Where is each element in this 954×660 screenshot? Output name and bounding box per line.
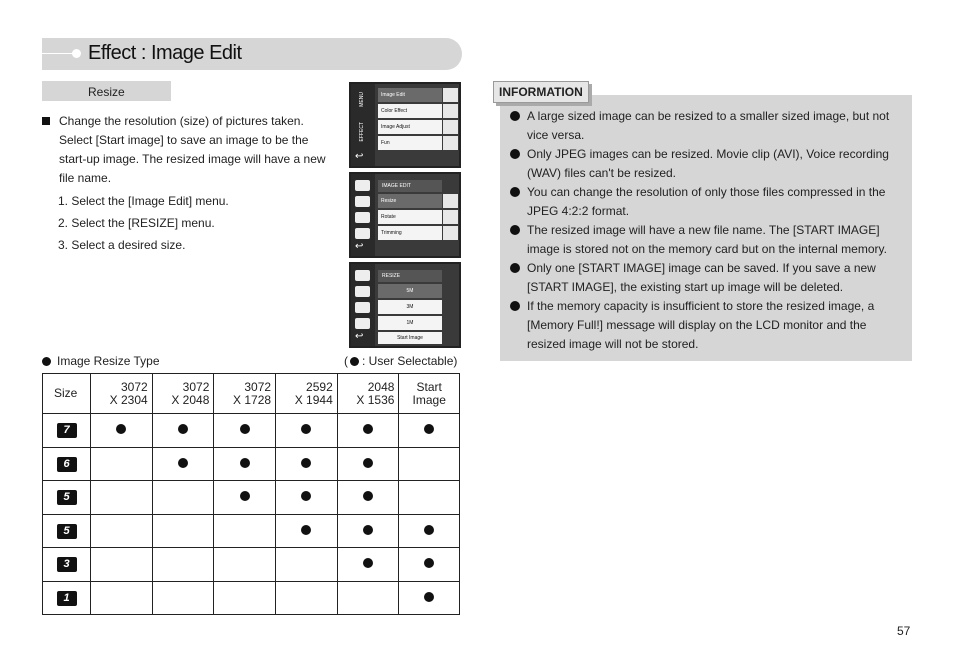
col-header-line2: X 1728: [233, 392, 272, 407]
rotate-icon: [443, 210, 458, 224]
selectable-dot-icon: [424, 592, 434, 602]
image-size-icon: 7: [57, 423, 77, 438]
trimming-icon: [443, 226, 458, 240]
selectable-dot-icon: [424, 424, 434, 434]
table-cell: [399, 447, 460, 481]
table-cell: [214, 481, 276, 515]
selectable-dot-icon: [240, 491, 250, 501]
table-cell: [152, 514, 214, 548]
image-edit-icon: [355, 180, 370, 191]
selectable-dot-icon: [363, 458, 373, 468]
bullet-icon: [350, 357, 359, 366]
lcd-menu-item: Fun: [378, 136, 442, 150]
header-dot: [72, 49, 81, 58]
lcd-side-bar: [351, 84, 375, 166]
table-cell: [276, 481, 338, 515]
table-row: [43, 481, 460, 515]
table-cell: [214, 414, 276, 448]
column-header: [337, 374, 399, 414]
table-cell: [91, 414, 153, 448]
legend-open: (: [344, 354, 348, 368]
table-cell: [337, 581, 399, 615]
col-header-line1: 3072: [244, 379, 272, 394]
table-cell: [152, 447, 214, 481]
lcd-header: RESIZE: [378, 270, 442, 282]
table-row: [43, 548, 460, 582]
table-cell: [276, 447, 338, 481]
col-header-line1: 2592: [306, 379, 333, 394]
lcd-menu-item: 3M: [378, 300, 442, 314]
selectable-dot-icon: [301, 424, 311, 434]
column-header: [276, 374, 338, 414]
page-number: 57: [897, 624, 911, 638]
fun-icon: [355, 228, 370, 239]
column-header: [399, 374, 460, 414]
lcd-menu-item: Trimming: [378, 226, 442, 240]
selectable-dot-icon: [240, 424, 250, 434]
table-cell: [337, 481, 399, 515]
table-cell: [399, 581, 460, 615]
size-icon-cell: [43, 414, 91, 448]
square-bullet-icon: [42, 117, 50, 125]
image-adjust-icon: [355, 302, 370, 313]
size-icon-cell: [43, 481, 91, 515]
col-header-line2: X 2048: [171, 392, 210, 407]
table-cell: [276, 581, 338, 615]
image-size-icon: 6: [57, 457, 77, 472]
col-header-line1: 3072: [182, 379, 210, 394]
resize-icon: [443, 194, 458, 208]
column-header: [214, 374, 276, 414]
table-cell: [337, 548, 399, 582]
col-header-line1: Start: [416, 379, 442, 394]
table-row: [43, 447, 460, 481]
lcd-menu-item: Image Edit: [378, 88, 442, 102]
table-cell: [91, 447, 153, 481]
column-header: [91, 374, 153, 414]
lcd-side-bar: [351, 174, 375, 256]
selectable-dot-icon: [178, 424, 188, 434]
col-header-line2: Image: [412, 392, 446, 407]
step-2: 2. Select the [RESIZE] menu.: [58, 216, 215, 230]
selectable-dot-icon: [301, 458, 311, 468]
image-size-icon: 5: [57, 490, 77, 505]
col-header-line2: X 1944: [294, 392, 333, 407]
table-cell: [399, 548, 460, 582]
table-cell: [91, 514, 153, 548]
table-cell: [337, 447, 399, 481]
info-item: A large sized image can be resized to a smaller sized image, but not vice versa.: [510, 107, 905, 145]
size-icon-cell: [43, 581, 91, 615]
info-item: If the memory capacity is insufficient to store the resized image, a [Memory Full!] message will display on the LCD monitor and the resized image will not be stored.: [510, 297, 905, 354]
table-cell: [399, 481, 460, 515]
size-icon-cell: [43, 447, 91, 481]
back-icon: ↩: [355, 331, 364, 342]
table-cell: [152, 414, 214, 448]
info-item: You can change the resolution of only those files compressed in the JPEG 4:2:2 format.: [510, 183, 905, 221]
info-item: Only JPEG images can be resized. Movie clip (AVI), Voice recording (WAV) files can't be resized.: [510, 145, 905, 183]
image-edit-icon: [443, 88, 458, 102]
image-size-icon: 1: [57, 591, 77, 606]
table-cell: [91, 581, 153, 615]
size-icon-cell: [43, 514, 91, 548]
table-legend: [344, 354, 457, 368]
info-item: Only one [START IMAGE] image can be saved. If you save a new [START IMAGE], the existing start up image will be deleted.: [510, 259, 905, 297]
section-label: Resize: [42, 81, 171, 101]
table-cell: [91, 548, 153, 582]
size-icon-cell: [43, 548, 91, 582]
selectable-dot-icon: [363, 424, 373, 434]
table-cell: [337, 514, 399, 548]
table-cell: [276, 514, 338, 548]
table-row: [43, 414, 460, 448]
table-label: [42, 354, 160, 368]
information-tag: INFORMATION: [493, 81, 589, 103]
image-adjust-icon: [355, 212, 370, 223]
selectable-dot-icon: [301, 525, 311, 535]
image-size-icon: 5: [57, 524, 77, 539]
info-item: The resized image will have a new file name. The [START IMAGE] image is stored not on the memory card but on the internal memory.: [510, 221, 905, 259]
lcd-menu-item: Rotate: [378, 210, 442, 224]
selectable-dot-icon: [424, 558, 434, 568]
intro-text: Change the resolution (size) of pictures taken. Select [Start image] to save an image to be the start-up image. The resized image will have a new file name.: [59, 114, 326, 185]
column-header-size: Size: [43, 374, 91, 414]
table-cell: [214, 581, 276, 615]
header-line: [42, 53, 76, 54]
table-cell: [214, 548, 276, 582]
lcd-menu-item: Color Effect: [378, 104, 442, 118]
lcd-menu-item: Resize: [378, 194, 442, 208]
lcd-menu-item: Start Image: [378, 332, 442, 344]
selectable-dot-icon: [363, 525, 373, 535]
legend-text: : User Selectable): [362, 354, 458, 368]
selectable-dot-icon: [363, 491, 373, 501]
lcd-menu-item: 1M: [378, 316, 442, 330]
color-effect-icon: [355, 286, 370, 297]
table-row: [43, 581, 460, 615]
table-cell: [399, 514, 460, 548]
table-cell: [152, 548, 214, 582]
image-size-icon: 3: [57, 557, 77, 572]
intro-paragraph: [42, 112, 332, 188]
selectable-dot-icon: [424, 525, 434, 535]
table-cell: [276, 548, 338, 582]
bullet-icon: [42, 357, 51, 366]
back-icon: ↩: [355, 151, 364, 162]
information-list: [510, 107, 905, 354]
image-adjust-icon: [443, 120, 458, 134]
selectable-dot-icon: [363, 558, 373, 568]
resize-table: [42, 373, 460, 615]
col-header-line2: X 2304: [109, 392, 148, 407]
col-header-line1: 3072: [120, 379, 148, 394]
selectable-dot-icon: [240, 458, 250, 468]
col-header-line1: 2048: [367, 379, 395, 394]
table-cell: [399, 414, 460, 448]
table-cell: [152, 481, 214, 515]
step-1: 1. Select the [Image Edit] menu.: [58, 194, 229, 208]
header-bar: [42, 38, 462, 70]
resize-table-body: [43, 414, 460, 615]
lcd-menu-item: 5M: [378, 284, 442, 298]
color-effect-icon: [443, 104, 458, 118]
fun-icon: [443, 136, 458, 150]
lcd-screen-image-edit: [349, 172, 461, 258]
back-icon: ↩: [355, 241, 364, 252]
table-cell: [214, 514, 276, 548]
page-title: Effect : Image Edit: [88, 42, 242, 64]
fun-icon: [355, 318, 370, 329]
image-edit-icon: [355, 270, 370, 281]
lcd-effect-tab: EFFECT: [359, 122, 365, 142]
table-row: [43, 514, 460, 548]
lcd-side-bar: [351, 264, 375, 346]
selectable-dot-icon: [116, 424, 126, 434]
table-label-text: Image Resize Type: [57, 354, 160, 368]
step-3: 3. Select a desired size.: [58, 238, 186, 252]
table-cell: [91, 481, 153, 515]
color-effect-icon: [355, 196, 370, 207]
table-cell: [214, 447, 276, 481]
col-header-line2: X 1536: [356, 392, 395, 407]
column-header: [152, 374, 214, 414]
lcd-menu-item: Image Adjust: [378, 120, 442, 134]
table-cell: [337, 414, 399, 448]
lcd-header: IMAGE EDIT: [378, 180, 442, 192]
steps-list: [58, 190, 229, 256]
table-cell: [152, 581, 214, 615]
lcd-screen-resize: [349, 262, 461, 348]
table-cell: [276, 414, 338, 448]
selectable-dot-icon: [301, 491, 311, 501]
selectable-dot-icon: [178, 458, 188, 468]
lcd-menu-tab: MENU: [359, 92, 365, 107]
lcd-screen-menu: [349, 82, 461, 168]
